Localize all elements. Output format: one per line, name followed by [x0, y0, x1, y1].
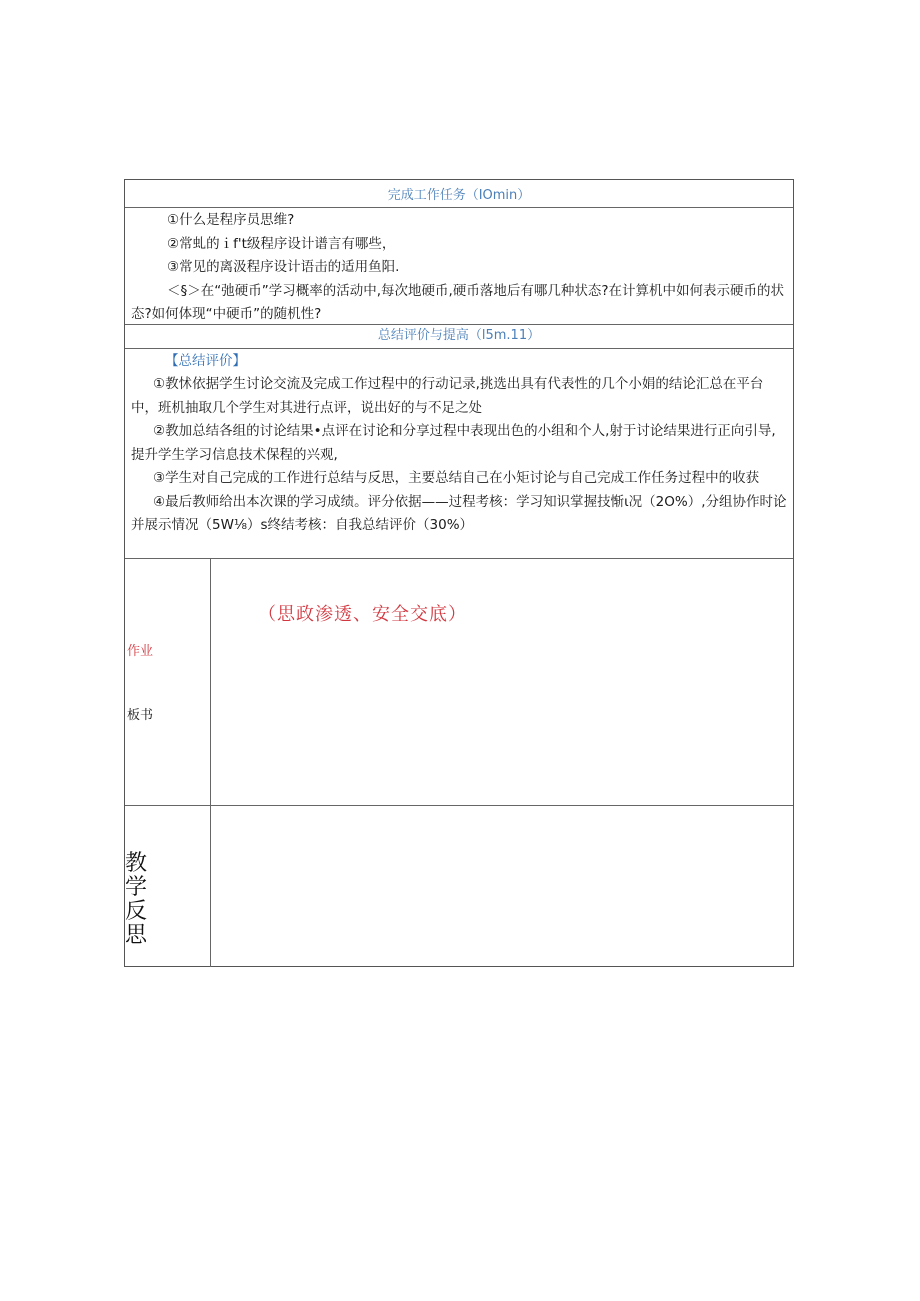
summary-item-1: ①教怵依据学生讨论交流及完成工作过程中的行动记录,挑选出具有代表性的几个小娟的结论汇总在平台中，班机抽取几个学生对其进行点评，说出好的与不足之处	[131, 376, 764, 416]
question-2: ②常虬的ｉf't级程序设计谱言有哪些，	[167, 235, 396, 252]
homework-label: 作业	[127, 644, 154, 659]
divider	[125, 805, 793, 806]
question-3: ③常见的离汲程序设计语击的适用鱼阳.	[167, 259, 400, 275]
summary-item-3: ③学生对自己完成的工作进行总结与反思，主要总结自己在小矩讨论与自己完成工作任务过程中的收获	[153, 470, 760, 486]
divider	[125, 207, 793, 208]
divider	[125, 348, 793, 349]
reflection-label: 教学反思	[125, 851, 148, 948]
summary-item-4: ④最后教师给出本次课的学习成绩。评分依据——过程考核：学习知识掌握技惭ι况（2O%）,分组协作时论并展示情况（5W⅛）s终结考核：自我总结评价（30%）	[131, 493, 787, 533]
section-header-summary: 总结评价与提高（l5m.11）	[377, 328, 541, 343]
board-label: 板书	[127, 708, 154, 723]
summary-evaluation	[125, 350, 793, 538]
summary-bracket-title: 【总结评价】	[165, 353, 246, 369]
column-divider	[210, 558, 211, 967]
section-header-task: 完成工作任务（IOmin）	[387, 188, 531, 203]
homework-content-title: （思政渗透、安全交底）	[258, 604, 467, 625]
lesson-plan-table	[124, 179, 794, 967]
task-questions	[125, 209, 793, 327]
question-1: ①什么是程序员思维?	[167, 212, 295, 228]
summary-item-2: ②教加总结各组的讨论结果•点评在讨论和分享过程中表现出色的小组和个人,射于讨论结果进行正向引导,提升学生学习信息技术保程的兴观,	[131, 423, 776, 463]
question-4: ＜§＞在“弛硬币”学习概率的活动中,每次地硬币,硬币落地后有哪几种状态?在计算机中如何表示硬币的状态?如何体现“中硬币”的随机性?	[131, 282, 784, 322]
divider	[125, 558, 793, 559]
